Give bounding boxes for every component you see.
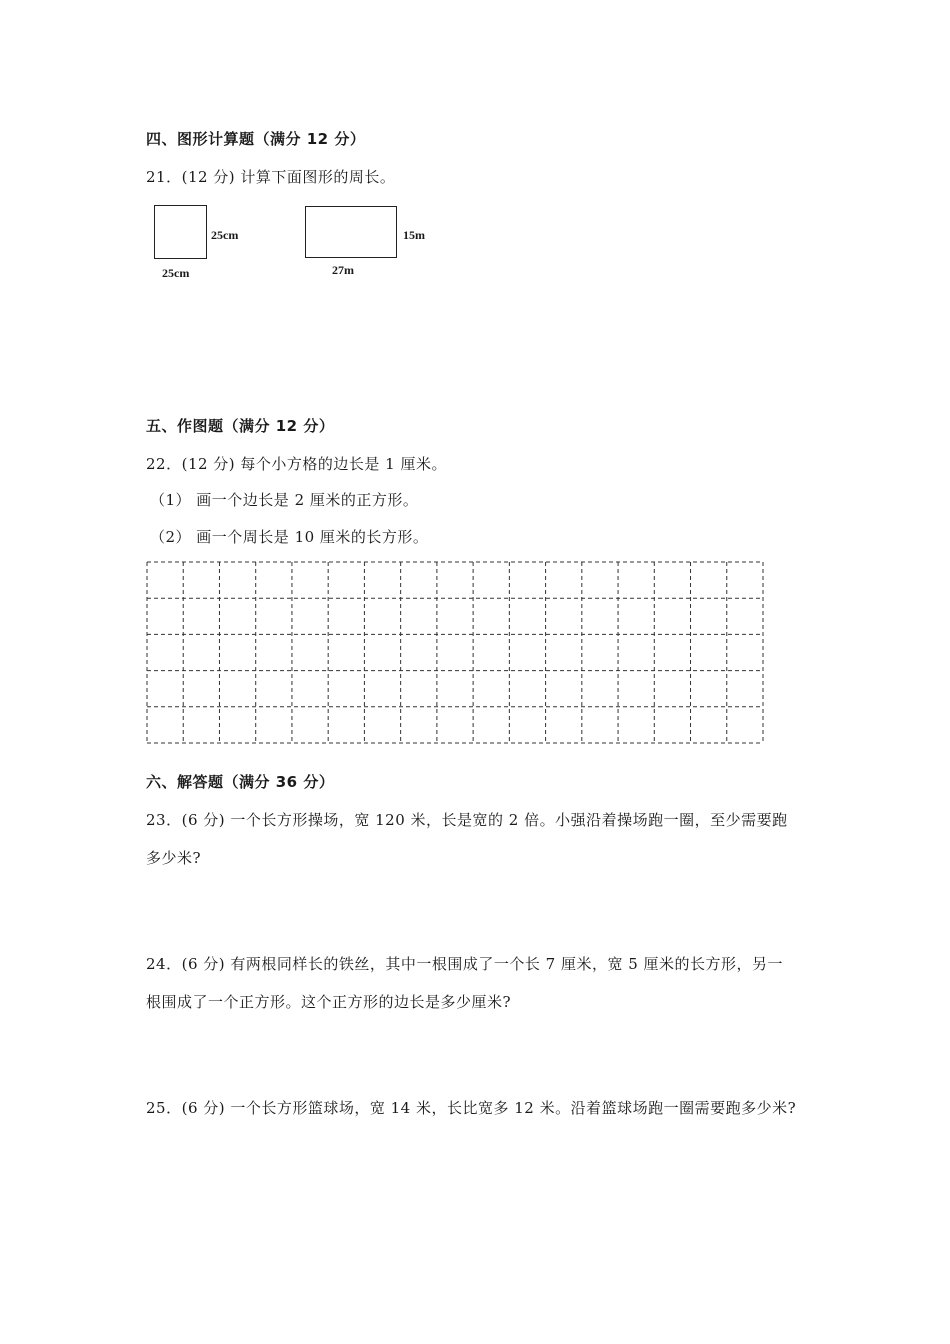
question-22-part-1: （1） 画一个边长是 2 厘米的正方形。 [150, 491, 419, 509]
rectangle-bottom-label: 27m [332, 263, 354, 277]
question-23-line-1: 23．(6 分) 一个长方形操场，宽 120 米，长是宽的 2 倍。小强沿着操场跑一圈，至少需要跑 [146, 811, 788, 829]
section-5-heading: 五、作图题（满分 12 分） [146, 417, 335, 435]
question-22-part-2: （2） 画一个周长是 10 厘米的长方形。 [150, 528, 429, 546]
section-4-heading: 四、图形计算题（满分 12 分） [146, 130, 366, 148]
section-6-heading: 六、解答题（满分 36 分） [146, 773, 335, 791]
square-figure [154, 205, 207, 259]
question-22-text: 22．(12 分) 每个小方格的边长是 1 厘米。 [146, 455, 447, 473]
question-25-line-1: 25．(6 分) 一个长方形篮球场，宽 14 米，长比宽多 12 米。沿着篮球场跑一圈需要跑多少米? [146, 1099, 797, 1117]
question-23-line-2: 多少米? [146, 849, 202, 867]
square-bottom-label: 25cm [162, 266, 190, 280]
square-side-label: 25cm [211, 228, 239, 242]
question-24-line-1: 24．(6 分) 有两根同样长的铁丝，其中一根围成了一个长 7 厘米，宽 5 厘米的长方形，另一 [146, 955, 784, 973]
question-24-line-2: 根围成了一个正方形。这个正方形的边长是多少厘米? [146, 993, 512, 1011]
dashed-drawing-grid[interactable] [146, 561, 764, 745]
question-21-text: 21．(12 分) 计算下面图形的周长。 [146, 168, 396, 186]
rectangle-side-label: 15m [403, 228, 425, 242]
rectangle-figure [305, 206, 397, 258]
